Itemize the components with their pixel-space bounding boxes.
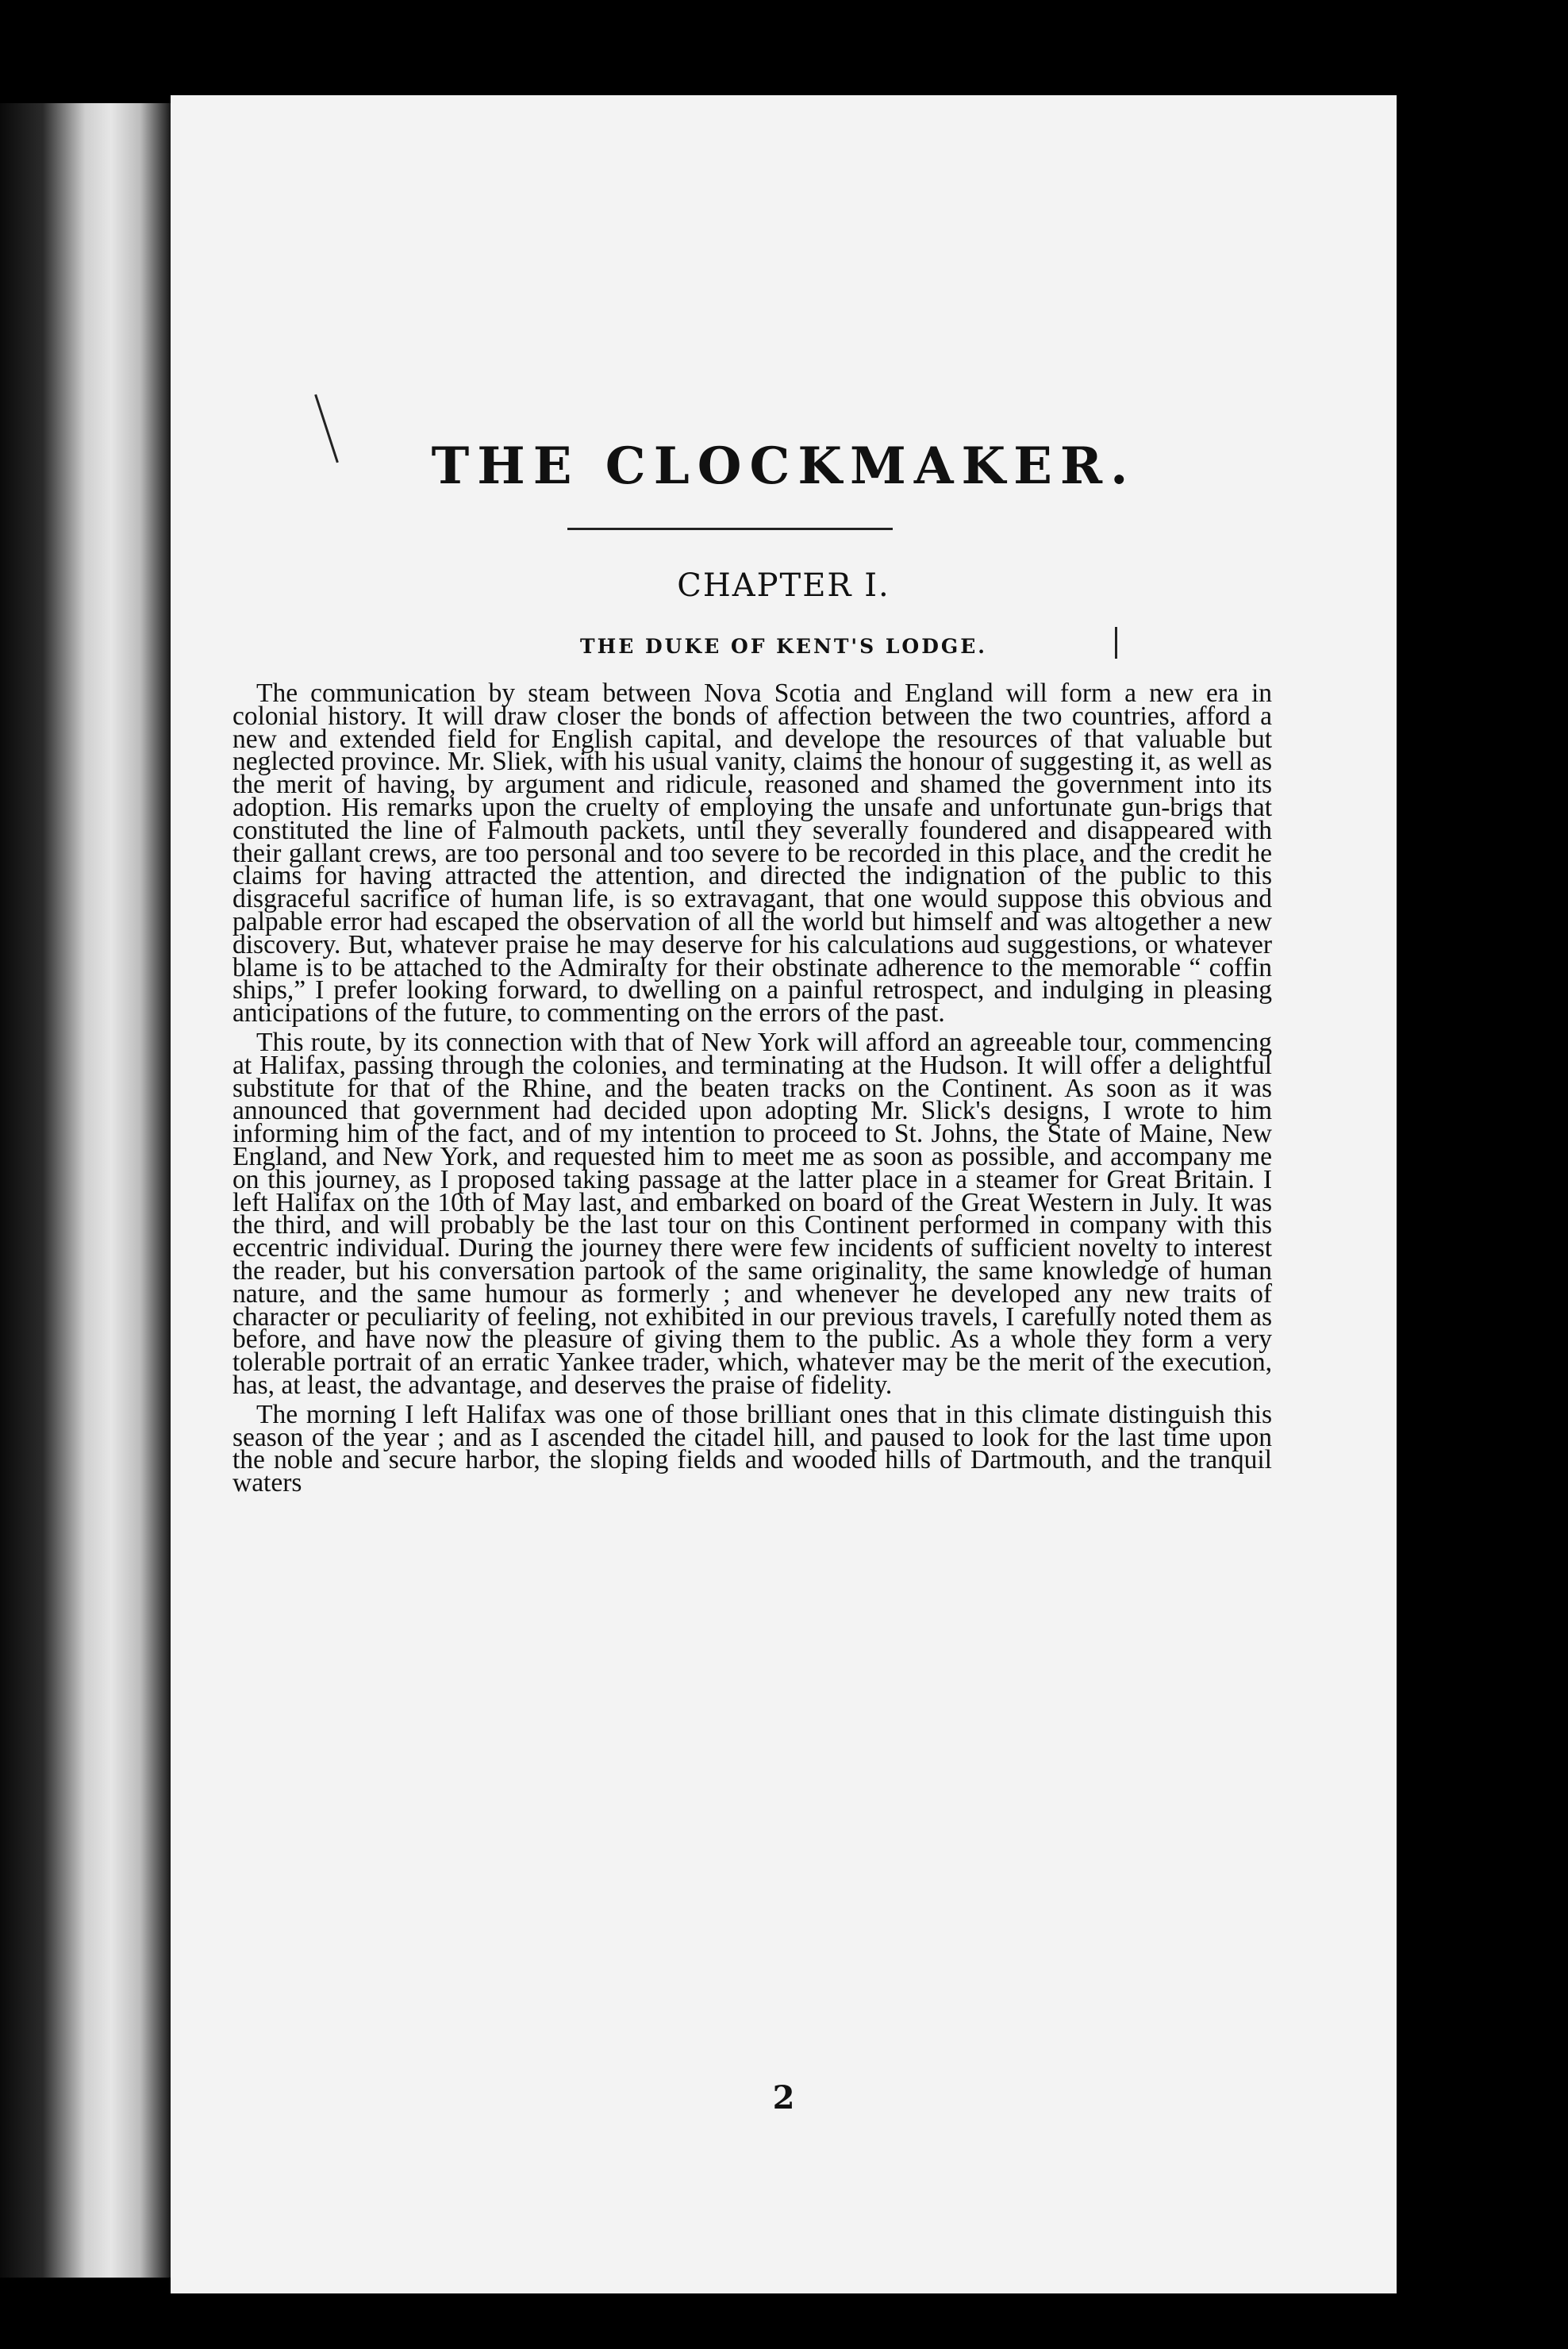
chapter-heading: CHAPTER I.	[677, 567, 890, 604]
margin-mark	[1115, 627, 1117, 659]
book-page	[171, 95, 1397, 2293]
paragraph: The communication by steam between Nova Scotia and England will form a new era in colonial history. It will draw closer the bonds of affection between the two countries, afford a new and extended field for English capital, and develope the resources of that valuable but neglected province. Mr. Sliek, with his usual vanity, claims the honour of suggesting it, as well as the merit of having, by argument and ridicule, reasoned and shamed the government into its adoption. His remarks upon the cruelty of employing the unsafe and unfortunate gun-brigs that constituted the line of Falmouth packets, until they severally foundered and disappeared with their gallant crews, are too personal and too severe to be recorded in this place, and the credit he claims for having attracted the attention, and directed the indignation of the public to this disgraceful sacrifice of human life, is so extravagant, that one would suppose this obvious and palpable error had escaped the observation of all the world but himself and was altogether a new discovery. But, whatever praise he may deserve for his calculations aud suggestions, or whatever blame is to be attached to the Admiralty for their obstinate adherence to the memorable “ coffin ships,” I prefer looking forward, to dwelling on a painful retrospect, and indulging in pleasing anticipations of the future, to commenting on the errors of the past.	[233, 679, 1272, 1028]
paragraph: The morning I left Halifax was one of those brilliant ones that in this climate distinguish this season of the year ; and as I ascended the citadel hill, and paused to look for the last time upon the noble and secure harbor, the sloping fields and wooded hills of Dartmouth, and the tranquil waters	[233, 1399, 1272, 1498]
body-text	[233, 679, 1272, 1501]
page-number: 2	[772, 2079, 795, 2116]
page-title: THE CLOCKMAKER.	[431, 436, 1136, 496]
title-divider	[567, 528, 893, 530]
paragraph: This route, by its connection with that of New York will afford an agreeable tour, commencing at Halifax, passing through the colonies, and terminating at the Hudson. It will offer a delightful substitute for that of the Rhine, and the beaten tracks on the Continent. As soon as it was announced that government had decided upon adopting Mr. Slick's designs, I wrote to him informing him of the fact, and of my intention to proceed to St. Johns, the State of Maine, New England, and New York, and requested him to meet me as soon as possible, and accompany me on this journey, as I proposed taking passage at the latter place in a steamer for Great Britain. I left Halifax on the 10th of May last, and embarked on board of the Great Western in July. It was the third, and will probably be the last tour on this Continent performed in company with this eccentric individual. During the journey there were few incidents of sufficient novelty to interest the reader, but his conversation partook of the same originality, the same knowledge of human nature, and the same humour as formerly ; and whenever he developed any new traits of character or peculiarity of feeling, not exhibited in our previous travels, I carefully noted them as before, and have now the pleasure of giving them to the public. As a whole they form a very tolerable portrait of an erratic Yankee trader, which, whatever may be the merit of the execution, has, at least, the advantage, and deserves the praise of fidelity.	[233, 1027, 1272, 1400]
chapter-subheading: THE DUKE OF KENT'S LODGE.	[580, 635, 987, 658]
adjacent-page-edge	[0, 103, 171, 2278]
